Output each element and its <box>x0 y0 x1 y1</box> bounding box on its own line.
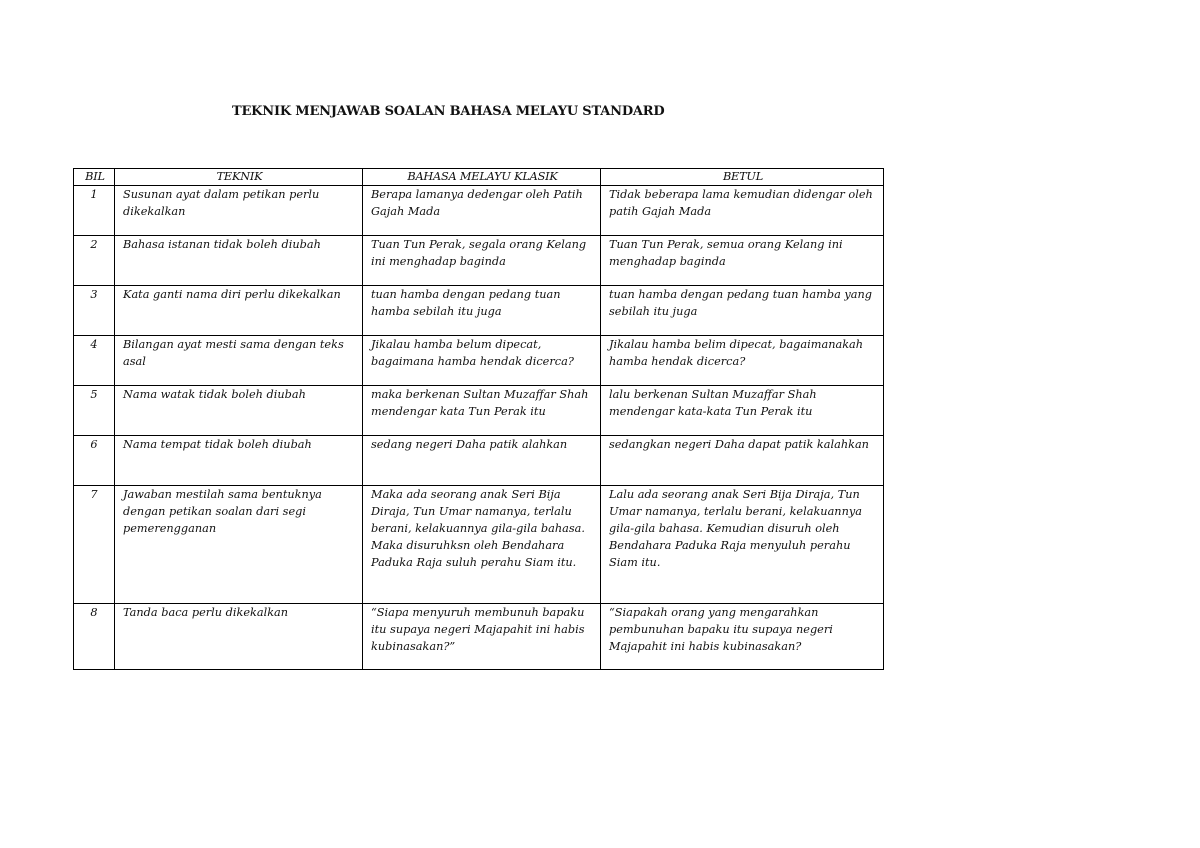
cell-klasik: tuan hamba dengan pedang tuan hamba sebilah itu juga <box>363 286 601 336</box>
cell-klasik: Maka ada seorang anak Seri Bija Diraja, Tun Umar namanya, terlalu berani, kelakuannya gila-gila bahasa. Maka disuruhksn oleh Bendahara Paduka Raja suluh perahu Siam itu. <box>363 486 601 604</box>
cell-betul: Tuan Tun Perak, semua orang Kelang ini menghadap baginda <box>601 236 884 286</box>
table-row <box>74 386 884 436</box>
table-row <box>74 486 884 604</box>
cell-teknik: Jawaban mestilah sama bentuknya dengan petikan soalan dari segi pemerengganan <box>115 486 363 604</box>
comparison-table <box>73 168 884 670</box>
header-betul: BETUL <box>601 169 884 186</box>
cell-bil: 3 <box>74 286 115 336</box>
header-teknik: TEKNIK <box>115 169 363 186</box>
cell-klasik: sedang negeri Daha patik alahkan <box>363 436 601 486</box>
cell-bil: 1 <box>74 186 115 236</box>
cell-betul: Lalu ada seorang anak Seri Bija Diraja, Tun Umar namanya, terlalu berani, kelakuannya gila-gila bahasa. Kemudian disuruh oleh Bendahara Paduka Raja menyuluh perahu Siam itu. <box>601 486 884 604</box>
cell-betul: lalu berkenan Sultan Muzaffar Shah mendengar kata-kata Tun Perak itu <box>601 386 884 436</box>
cell-teknik: Nama watak tidak boleh diubah <box>115 386 363 436</box>
table-row <box>74 604 884 670</box>
table-row <box>74 236 884 286</box>
cell-bil: 7 <box>74 486 115 604</box>
cell-bil: 2 <box>74 236 115 286</box>
table-row <box>74 186 884 236</box>
cell-teknik: Nama tempat tidak boleh diubah <box>115 436 363 486</box>
cell-klasik: Jikalau hamba belum dipecat, bagaimana hamba hendak dicerca? <box>363 336 601 386</box>
header-bil: BIL <box>74 169 115 186</box>
table-row <box>74 436 884 486</box>
document-title: TEKNIK MENJAWAB SOALAN BAHASA MELAYU STANDARD <box>232 104 665 119</box>
header-bahasa-melayu-klasik: BAHASA MELAYU KLASIK <box>363 169 601 186</box>
table-header-row <box>74 169 884 186</box>
cell-teknik: Bahasa istanan tidak boleh diubah <box>115 236 363 286</box>
cell-bil: 8 <box>74 604 115 670</box>
cell-klasik: Tuan Tun Perak, segala orang Kelang ini menghadap baginda <box>363 236 601 286</box>
cell-teknik: Bilangan ayat mesti sama dengan teks asal <box>115 336 363 386</box>
cell-bil: 5 <box>74 386 115 436</box>
cell-betul: “Siapakah orang yang mengarahkan pembunuhan bapaku itu supaya negeri Majapahit ini habis kubinasakan? <box>601 604 884 670</box>
cell-betul: Jikalau hamba belim dipecat, bagaimanakah hamba hendak dicerca? <box>601 336 884 386</box>
table-row <box>74 286 884 336</box>
cell-bil: 6 <box>74 436 115 486</box>
cell-klasik: Berapa lamanya dedengar oleh Patih Gajah Mada <box>363 186 601 236</box>
cell-teknik: Tanda baca perlu dikekalkan <box>115 604 363 670</box>
cell-teknik: Kata ganti nama diri perlu dikekalkan <box>115 286 363 336</box>
cell-betul: tuan hamba dengan pedang tuan hamba yang sebilah itu juga <box>601 286 884 336</box>
cell-klasik: “Siapa menyuruh membunuh bapaku itu supaya negeri Majapahit ini habis kubinasakan?” <box>363 604 601 670</box>
cell-teknik: Susunan ayat dalam petikan perlu dikekalkan <box>115 186 363 236</box>
cell-bil: 4 <box>74 336 115 386</box>
cell-betul: sedangkan negeri Daha dapat patik kalahkan <box>601 436 884 486</box>
cell-betul: Tidak beberapa lama kemudian didengar oleh patih Gajah Mada <box>601 186 884 236</box>
table-row <box>74 336 884 386</box>
cell-klasik: maka berkenan Sultan Muzaffar Shah mendengar kata Tun Perak itu <box>363 386 601 436</box>
